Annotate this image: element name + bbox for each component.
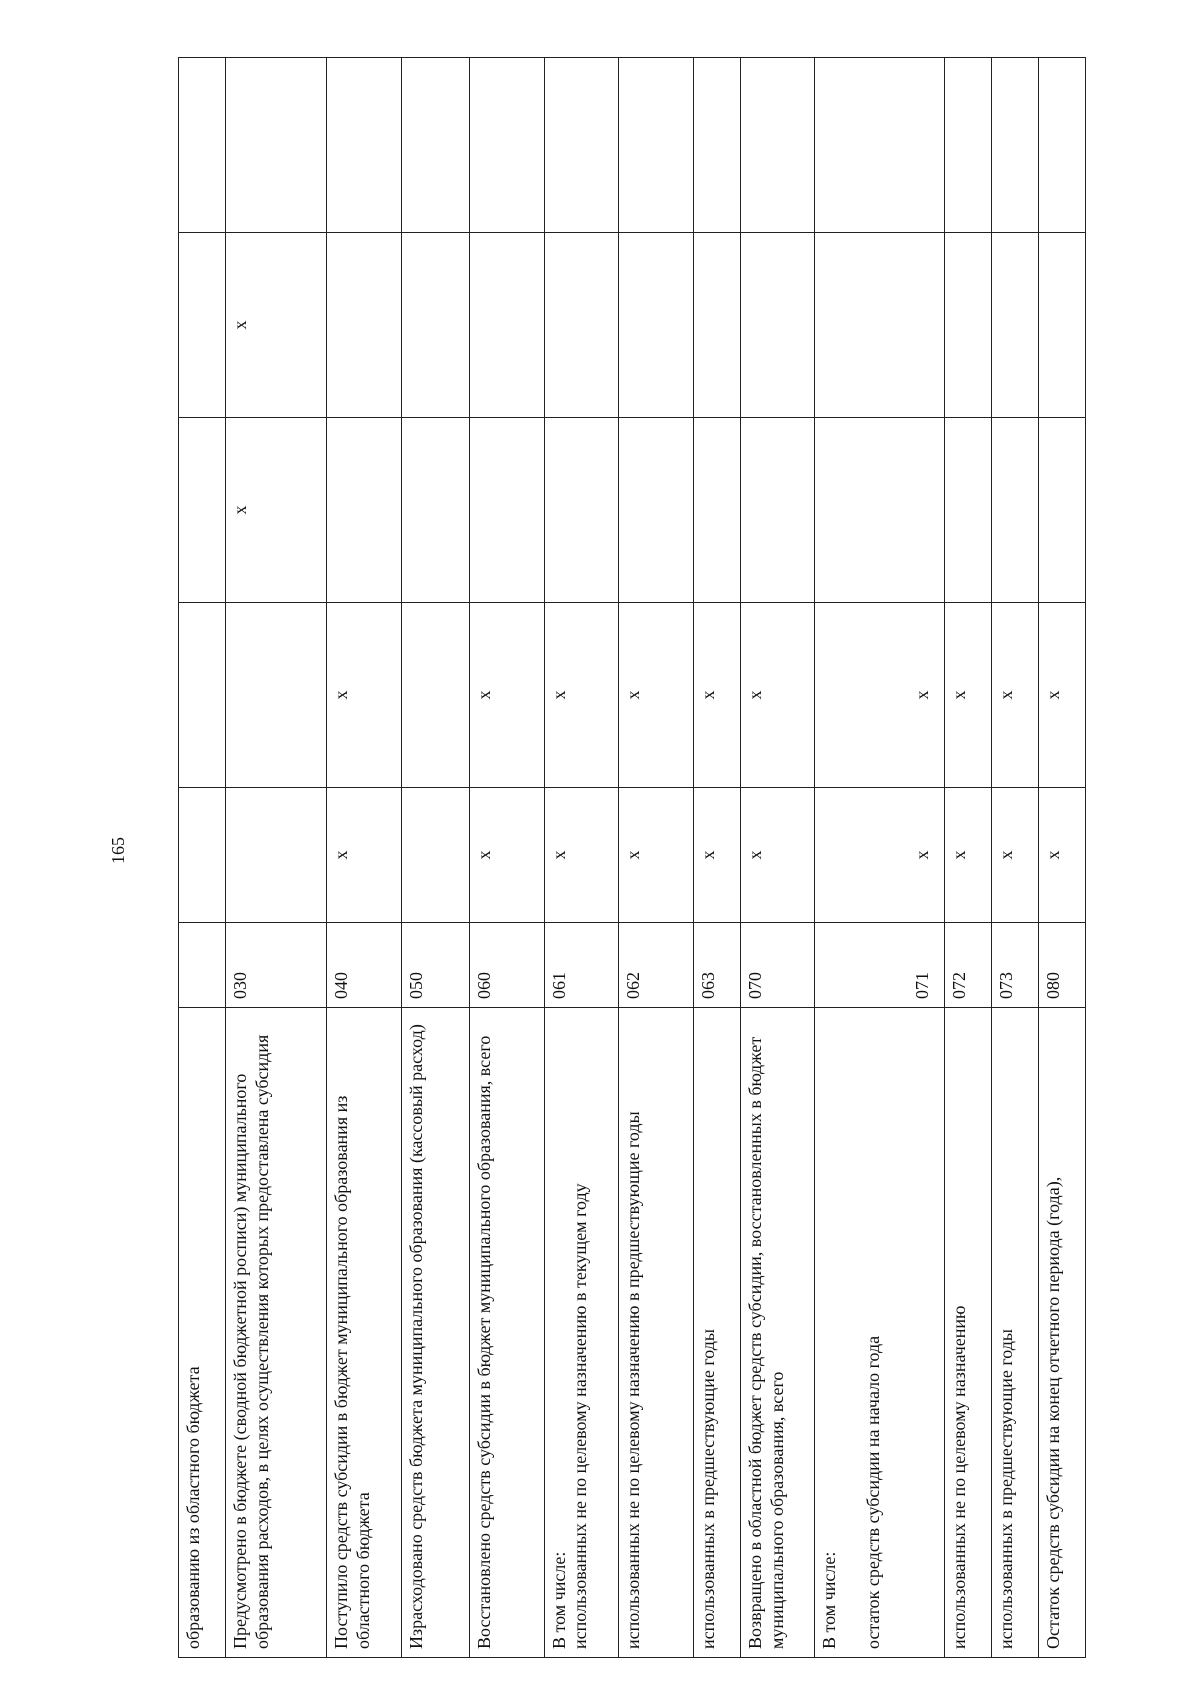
row-label-cell (225, 1008, 326, 1658)
row-code-cell: 080 (1039, 923, 1086, 1008)
value-cell-c4 (401, 233, 469, 418)
value-cell-c3 (619, 418, 694, 603)
row-label-cell (815, 1008, 945, 1658)
value-cell-c5 (693, 58, 740, 233)
value-cell-c4 (179, 233, 226, 418)
value-cell-c2 (225, 603, 326, 788)
value-cell-c3 (740, 418, 815, 603)
rotated-table-container (178, 58, 1086, 1658)
value-cell-c2: x (815, 603, 945, 788)
value-cell-c3 (401, 418, 469, 603)
value-cell-c5 (401, 58, 469, 233)
value-cell-c1 (179, 788, 226, 923)
value-cell-c2 (401, 603, 469, 788)
table-row (1039, 58, 1086, 1658)
row-label-cell (740, 1008, 815, 1658)
table-row (469, 58, 544, 1658)
table-row (740, 58, 815, 1658)
row-code-cell: 060 (469, 923, 544, 1008)
value-cell-c3: x (225, 418, 326, 603)
table-row (179, 58, 226, 1658)
value-cell-c1: x (693, 788, 740, 923)
value-cell-c4 (544, 233, 619, 418)
value-cell-c1: x (945, 788, 992, 923)
table-row (945, 58, 992, 1658)
row-code-cell: 070 (740, 923, 815, 1008)
page-number (103, 820, 133, 880)
value-cell-c2: x (992, 603, 1039, 788)
row-code-cell: 050 (401, 923, 469, 1008)
table-row (693, 58, 740, 1658)
value-cell-c2 (179, 603, 226, 788)
table-body (179, 58, 1086, 1658)
value-cell-c1: x (1039, 788, 1086, 923)
row-label-text: Предусмотрено в бюджете (сводной бюджетной росписи) муниципального образования расходов, в целях осуществления которых предоставлена субсидия (229, 1034, 272, 1649)
value-cell-c1: x (469, 788, 544, 923)
value-cell-c3 (179, 418, 226, 603)
value-cell-c5 (469, 58, 544, 233)
value-cell-c3 (693, 418, 740, 603)
row-label-text: Восстановлено средств субсидии в бюджет муниципального образования, всего (473, 1035, 494, 1649)
value-cell-c2: x (1039, 603, 1086, 788)
value-cell-c2: x (544, 603, 619, 788)
value-cell-c3 (815, 418, 945, 603)
table-row (544, 58, 619, 1658)
value-cell-c4 (1039, 233, 1086, 418)
value-cell-c3 (945, 418, 992, 603)
value-cell-c2: x (619, 603, 694, 788)
table-row (619, 58, 694, 1658)
table-row (401, 58, 469, 1658)
row-label-text: использованных не по целевому назначению в предшествующие годы (623, 1111, 644, 1649)
value-cell-c5 (992, 58, 1039, 233)
value-cell-c1: x (815, 788, 945, 923)
value-cell-c5 (179, 58, 226, 233)
table-row (327, 58, 402, 1658)
row-label-text: Остаток средств субсидии на конец отчетного периода (года), (1043, 1176, 1063, 1649)
value-cell-c4 (945, 233, 992, 418)
row-label-cell (1039, 1008, 1086, 1658)
value-cell-c1: x (544, 788, 619, 923)
value-cell-c2: x (945, 603, 992, 788)
value-cell-c5 (619, 58, 694, 233)
row-code-cell: 061 (544, 923, 619, 1008)
page-number-text: 165 (107, 836, 128, 864)
row-label-cell (179, 1008, 226, 1658)
value-cell-c3 (469, 418, 544, 603)
subsidy-report-table (178, 57, 1086, 1658)
value-cell-c5 (544, 58, 619, 233)
value-cell-c5 (815, 58, 945, 233)
row-code-cell: 040 (327, 923, 402, 1008)
row-code-cell (179, 923, 226, 1008)
row-label-text: В том числе: (548, 1551, 569, 1649)
value-cell-c4: x (225, 233, 326, 418)
table-row (225, 58, 326, 1658)
row-label-text: Израсходовано средств бюджета муниципального образования (кассовый расход) (405, 1024, 426, 1649)
table-row (992, 58, 1039, 1658)
value-cell-c4 (992, 233, 1039, 418)
value-cell-c4 (327, 233, 402, 418)
row-label-cell (992, 1008, 1039, 1658)
row-label-text: Поступило средств субсидии в бюджет муниципального образования из областного бюджета (331, 1095, 374, 1649)
value-cell-c4 (619, 233, 694, 418)
row-label-text: использованных не по целевому назначению в текущем году (570, 1183, 591, 1649)
row-label-cell (544, 1008, 619, 1658)
value-cell-c2: x (327, 603, 402, 788)
value-cell-c4 (469, 233, 544, 418)
row-label-text: В том числе: (819, 1551, 840, 1649)
row-code-cell: 071 (815, 923, 945, 1008)
value-cell-c3 (327, 418, 402, 603)
value-cell-c1: x (619, 788, 694, 923)
row-label-text: использованных в предшествующие годы (996, 1328, 1017, 1649)
value-cell-c1 (225, 788, 326, 923)
row-label-text: Возвращено в областной бюджет средств субсидии, восстановленных в бюджет муниципального образования, всего (744, 1036, 787, 1649)
row-code-cell: 062 (619, 923, 694, 1008)
value-cell-c4 (815, 233, 945, 418)
row-code-cell: 063 (693, 923, 740, 1008)
value-cell-c1: x (327, 788, 402, 923)
row-label-cell (945, 1008, 992, 1658)
row-code-cell: 072 (945, 923, 992, 1008)
row-label-cell (469, 1008, 544, 1658)
value-cell-c5 (945, 58, 992, 233)
row-code-cell: 073 (992, 923, 1039, 1008)
value-cell-c3 (1039, 418, 1086, 603)
value-cell-c1: x (992, 788, 1039, 923)
value-cell-c1 (401, 788, 469, 923)
row-code-cell: 030 (225, 923, 326, 1008)
row-label-text: использованных не по целевому назначению (949, 1305, 970, 1649)
row-label-cell (619, 1008, 694, 1658)
value-cell-c2: x (740, 603, 815, 788)
row-label-text: остаток средств субсидии на начало года (863, 1335, 884, 1649)
value-cell-c2: x (469, 603, 544, 788)
row-label-text: использованных в предшествующие годы (697, 1328, 718, 1649)
row-label-cell (693, 1008, 740, 1658)
table-row (815, 58, 945, 1658)
value-cell-c3 (992, 418, 1039, 603)
row-label-cell (401, 1008, 469, 1658)
value-cell-c3 (544, 418, 619, 603)
value-cell-c1: x (740, 788, 815, 923)
value-cell-c4 (740, 233, 815, 418)
value-cell-c2: x (693, 603, 740, 788)
row-label-text: образованию из областного бюджета (183, 1366, 203, 1649)
value-cell-c4 (693, 233, 740, 418)
value-cell-c5 (740, 58, 815, 233)
row-label-cell (327, 1008, 402, 1658)
value-cell-c5 (225, 58, 326, 233)
value-cell-c5 (327, 58, 402, 233)
value-cell-c5 (1039, 58, 1086, 233)
